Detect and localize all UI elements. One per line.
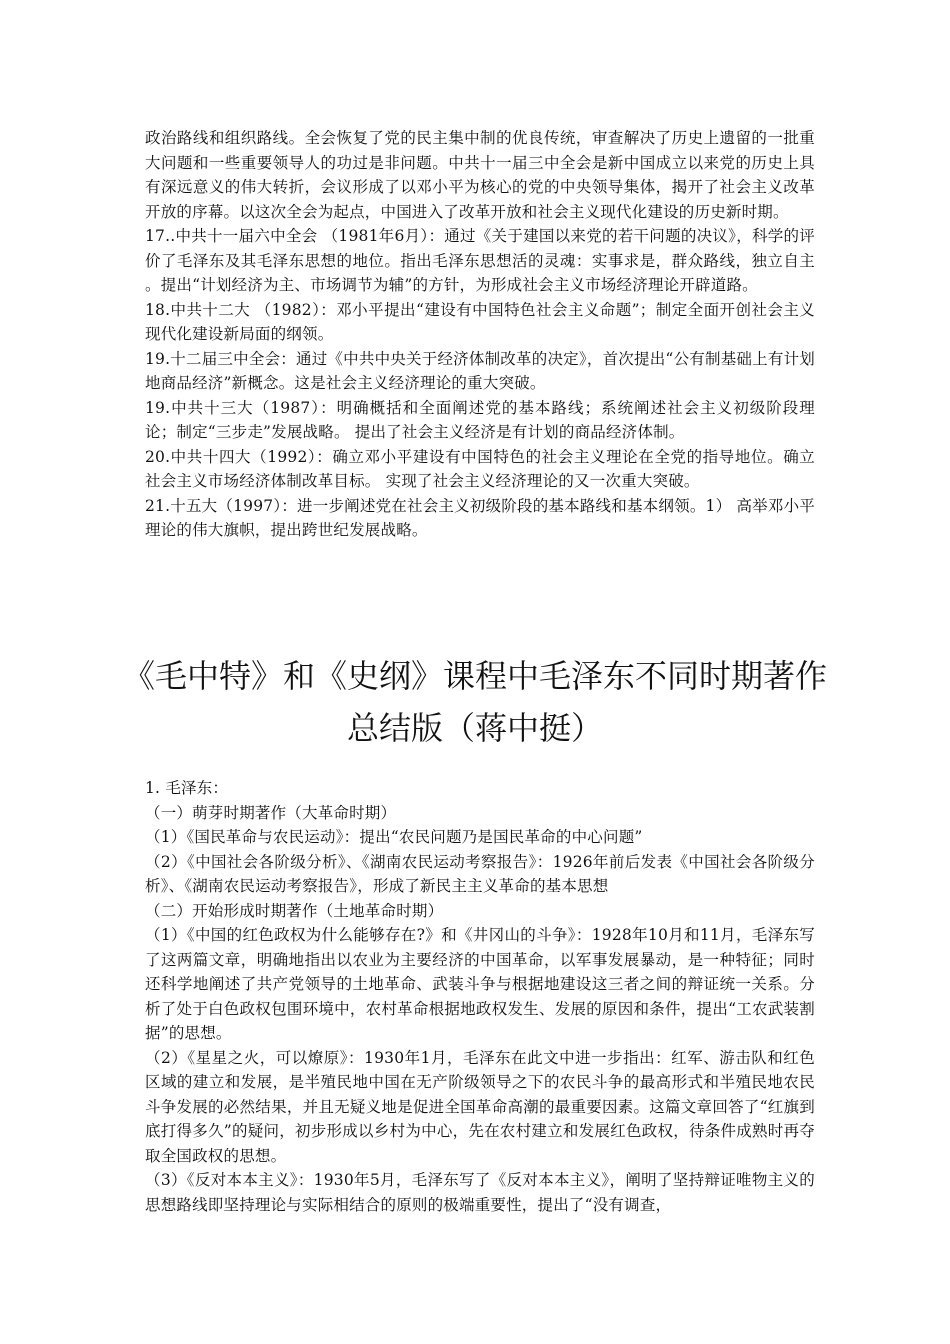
mao-works-section [145,776,815,1217]
paragraph-work-2b: （2）《星星之火，可以燎原》：1930年1月，毛泽东在此文中进一步指出：红军、游击队和红色区域的建立和发展，是半殖民地中国在无产阶级领导之下的农民斗争的最高形式和半殖民地农民斗争发展的必然结果，并且无疑义地是促进全国革命高潮的最重要因素。这篇文章回答了“红旗到底打得多久”的疑问，初步形成以乡村为中心，先在农村建立和发展红色政权，待条件成熟时再夺取全国政权的思想。 [145,1048,815,1165]
paragraph-item-17: 17..中共十一届六中全会 （1981年6月）：通过《关于建国以来党的若干问题的决议》，科学的评价了毛泽东及其毛泽东思想的地位。指出毛泽东思想活的灵魂：实事求是，群众路线，独立自主 。提出“计划经济为主、市场调节为辅”的方针，为形成社会主义市场经济理论开辟道路。 [145,227,815,294]
paragraph-item-20: 20.中共十四大（1992）：确立邓小平建设有中国特色的社会主义理论在全党的指导地位。确立社会主义市场经济体制改革目标。 实现了社会主义经济理论的又一次重大突破。 [145,447,815,490]
paragraph-item-21: 21.十五大（1997）：进一步阐述党在社会主义初级阶段的基本路线和基本纲领。1） 高举邓小平理论的伟大旗帜，提出跨世纪发展战略。 [145,496,815,539]
paragraph-item-19a: 19.十二届三中全会：通过《中共中央关于经济体制改革的决定》，首次提出“公有制基础上有计划地商品经济”新概念。这是社会主义经济理论的重大突破。 [145,349,815,392]
paragraph-plenum-continued: 政治路线和组织路线。全会恢复了党的民主集中制的优良传统，审查解决了历史上遗留的一批重大问题和一些重要领导人的功过是非问题。中共十一届三中全会是新中国成立以来党的历史上具有深远意义的伟大转折，会议形成了以邓小平为核心的党的中央领导集体，揭开了社会主义改革开放的序幕。以这次全会为起点，中国进入了改革开放和社会主义现代化建设的历史新时期。 [145,129,815,221]
subheading-formation-period: （二）开始形成时期著作（土地革命时期） [145,901,444,920]
paragraph-item-19b: 19.中共十三大（1987）：明确概括和全面阐述党的基本路线；系统阐述社会主义初级阶段理论；制定“三步走”发展战略。 提出了社会主义经济是有计划的商品经济体制。 [145,398,815,441]
document-title: 《毛中特》和《史纲》课程中毛泽东不同时期著作总结版（蒋中挺） [122,657,827,747]
paragraph-work-1a: （1）《国民革命与农民运动》：提出“农民问题乃是国民革命的中心问题” [145,828,643,846]
subheading-sprout-period: （一）萌芽时期著作（大革命时期） [145,803,397,822]
paragraph-work-3b: （3）《反对本本主义》：1930年5月，毛泽东写了《反对本本主义》，阐明了坚持辩证唯物主义的思想路线即坚持理论与实际相结合的原则的极端重要性，提出了“没有调查， [145,1171,815,1214]
list-heading-mao: 1. 毛泽东： [145,779,229,797]
paragraph-item-18: 18.中共十二大 （1982）：邓小平提出“建设有中国特色社会主义命题”；制定全面开创社会主义现代化建设新局面的纲领。 [145,300,815,343]
paragraph-work-2a: （2）《中国社会各阶级分析》、《湖南农民运动考察报告》：1926年前后发表《中国社会各阶级分析》、《湖南农民运动考察报告》，形成了新民主主义革命的基本思想 [145,852,815,895]
paragraph-work-1b: （1）《中国的红色政权为什么能够存在?》和《井冈山的斗争》：1928年10月和11月，毛泽东写了这两篇文章，明确地指出以农业为主要经济的中国革命，以军事发展暴动，是一种特征；同时还科学地阐述了共产党领导的土地革命、武装斗争与根据地建设这三者之间的辩证统一关系。分析了处于白色政权包围环境中，农村革命根据地政权发生、发展的原因和条件，提出“工农武装割据”的思想。 [145,926,815,1042]
history-events-section [145,126,815,543]
